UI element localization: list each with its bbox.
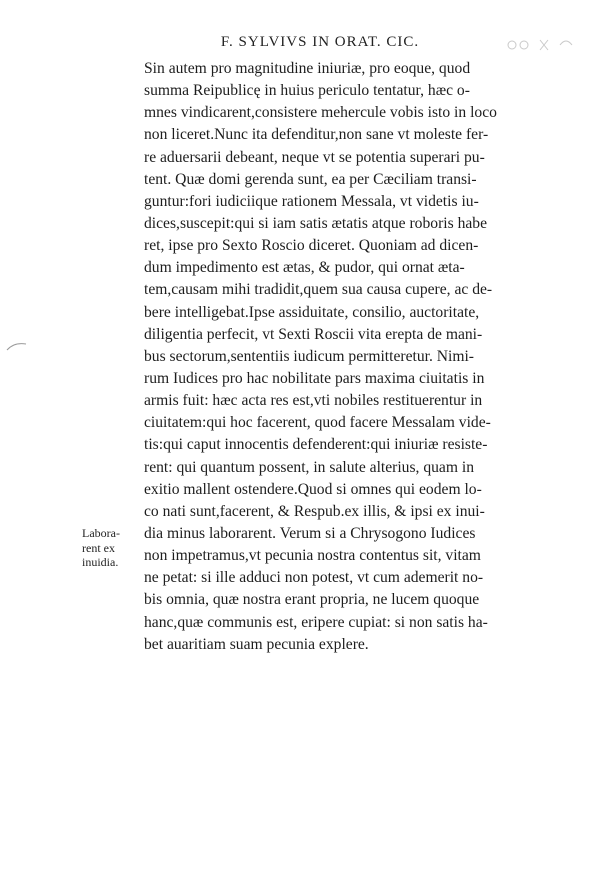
margin-tick-mark bbox=[6, 340, 28, 352]
text-line: bus sectorum,sententiis iudicum permitteretur. Nimi- bbox=[144, 347, 475, 365]
text-line: rum Iudices pro hac nobilitate pars maxima ciuitatis in bbox=[144, 369, 485, 387]
text-line: tis:qui caput innocentis defenderent:qui iniuriæ resiste- bbox=[144, 436, 488, 454]
text-line: dices,suscepit:qui si iam satis ætatis atque roboris habe bbox=[144, 214, 488, 232]
text-line: exitio mallent ostendere.Quod si omnes qui eodem lo- bbox=[144, 480, 482, 498]
faint-printer-ornament bbox=[500, 36, 580, 56]
text-line: Sin autem pro magnitudine iniuriæ, pro eoque, quod bbox=[144, 60, 471, 77]
text-line: summa Reipublicę in huius periculo tentatur, hæc o- bbox=[144, 82, 470, 100]
text-line: guntur:fori iudiciique rationem Messala, vt videtis iu- bbox=[144, 192, 479, 210]
text-line: co nati sunt,facerent, & Respub.ex illis, & ipsi ex inui- bbox=[144, 502, 485, 520]
body-text bbox=[144, 58, 592, 656]
text-line: re aduersarii debeant, neque vt se potentia superari pu- bbox=[144, 148, 485, 166]
text-line: tent. Quæ domi gerenda sunt, ea per Cæciliam transi- bbox=[144, 170, 477, 188]
text-line: bere intelligebat.Ipse assiduitate, consilio, auctoritate, bbox=[144, 303, 480, 321]
marginal-note-line: Labora- bbox=[82, 526, 120, 540]
text-line: non impetramus,vt pecunia nostra contentus sit, vitam bbox=[144, 547, 481, 565]
marginal-note-line: rent ex bbox=[82, 540, 115, 555]
text-line: mnes vindicarent,consistere mehercule vobis isto in loco bbox=[144, 104, 497, 122]
text-line: dia minus laborarent. Verum si a Chrysogono Iudices bbox=[144, 524, 476, 542]
marginal-note bbox=[82, 526, 142, 570]
text-line: bet auaritiam suam pecunia explere. bbox=[144, 635, 369, 653]
text-line: hanc,quæ communis est, eripere cupiat: si non satis ha- bbox=[144, 613, 488, 631]
text-line: bis omnia, quæ nostra erant propria, ne lucem quoque bbox=[144, 591, 480, 609]
text-line: armis fuit: hæc acta res est,vti nobiles restituerentur in bbox=[144, 392, 483, 410]
text-line: non liceret.Nunc ita defenditur,non sane vt moleste fer- bbox=[144, 126, 489, 144]
text-line: tem,causam mihi tradidit,quem sua causa cupere, ac de- bbox=[144, 281, 493, 299]
text-line: rent: qui quantum possent, in salute alterius, quam in bbox=[144, 458, 475, 476]
marginal-note-line: inuidia. bbox=[82, 555, 119, 569]
running-title: F. SYLVIVS IN ORAT. CIC. bbox=[220, 34, 420, 50]
text-line: ne petat: si ille adduci non potest, vt cum ademerit no- bbox=[144, 569, 484, 587]
text-line: ciuitatem:qui hoc facerent, quod facere Messalam vide- bbox=[144, 414, 491, 432]
text-line: ret, ipse pro Sexto Roscio diceret. Quoniam ad dicen- bbox=[144, 237, 479, 255]
text-line: dum impedimento est ætas, & pudor, qui ornat æta- bbox=[144, 259, 465, 277]
text-line: diligentia perfecit, vt Sexti Roscii vita erepta de mani- bbox=[144, 325, 483, 343]
